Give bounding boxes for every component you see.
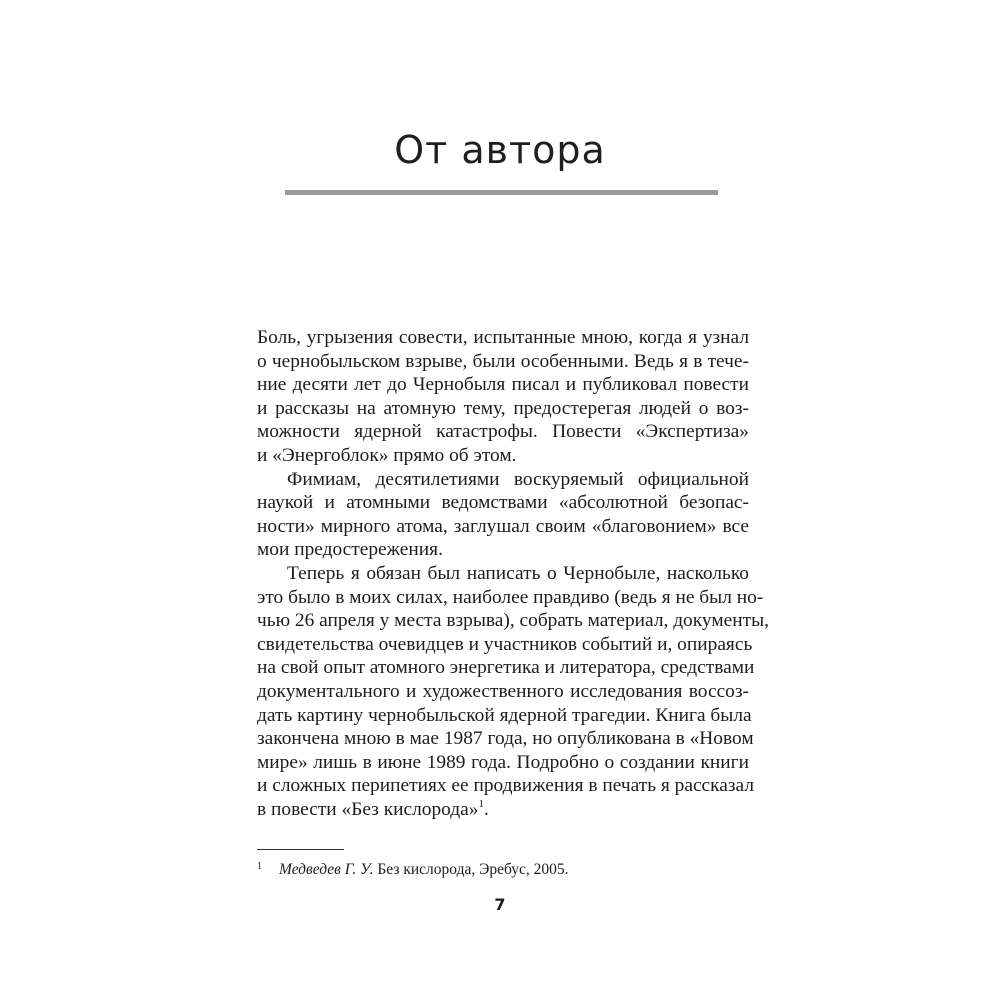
text-line-content: в повести «Без кислорода» — [257, 798, 479, 820]
text-line: свидетельства очевидцев и участников событий и, опираясь — [257, 633, 753, 655]
title-underline — [285, 190, 718, 195]
text-line: закончена мною в мае 1987 года, но опубликована в «Новом — [257, 728, 754, 750]
footnote-reference[interactable]: 1 — [478, 797, 484, 810]
text-line: можности ядерной катастрофы. Повести «Экспертиза» — [257, 421, 749, 443]
text-line: на свой опыт атомного энергетика и литератора, средствами — [257, 657, 755, 679]
text-line: мои предостережения. — [257, 539, 443, 561]
text-line: ние десяти лет до Чернобыля писал и публиковал повести — [257, 374, 749, 396]
text-line: Боль, угрызения совести, испытанные мною, когда я узнал — [257, 327, 749, 348]
text-line: мире» лишь в июне 1989 года. Подробно о создании книги — [257, 751, 749, 773]
text-line: и «Энергоблок» прямо об этом. — [257, 444, 517, 466]
text-line-last — [257, 798, 749, 822]
text-line: наукой и атомными ведомствами «абсолютной безопас- — [257, 492, 749, 514]
footnote-text: Без кислорода, Эребус, 2005. — [373, 861, 569, 878]
page-number: 7 — [494, 895, 506, 914]
text-line: дать картину чернобыльской ядерной трагедии. Книга была — [257, 704, 752, 726]
text-line: ности» мирного атома, заглушал своим «благовонием» все — [257, 515, 749, 537]
chapter-title: От автора — [394, 128, 606, 172]
footnote-separator — [257, 849, 344, 850]
body-text — [257, 326, 769, 821]
footnote-author: Медведев Г. У. — [279, 861, 374, 878]
text-line: и рассказы на атомную тему, предостерегая людей о воз- — [257, 397, 749, 419]
text-line: документального и художественного исследования воссоз- — [257, 680, 749, 702]
end-punctuation: . — [483, 798, 489, 820]
text-line: о чернобыльском взрыве, были особенными. Ведь я в тече- — [257, 350, 749, 372]
text-line: Теперь я обязан был написать о Чернобыле, насколько — [287, 562, 749, 584]
text-line: и сложных перипетиях ее продвижения в печать я рассказал — [257, 775, 755, 797]
text-line: чью 26 апреля у места взрыва), собрать материал, документы, — [257, 610, 769, 632]
text-line: Фимиам, десятилетиями воскуряемый официальной — [287, 468, 749, 490]
text-line: это было в моих силах, наиболее правдиво (ведь я не был но- — [257, 586, 764, 608]
footnote: 1 Медведев Г. У. Без кислорода, Эребус, 2005. — [257, 861, 569, 878]
